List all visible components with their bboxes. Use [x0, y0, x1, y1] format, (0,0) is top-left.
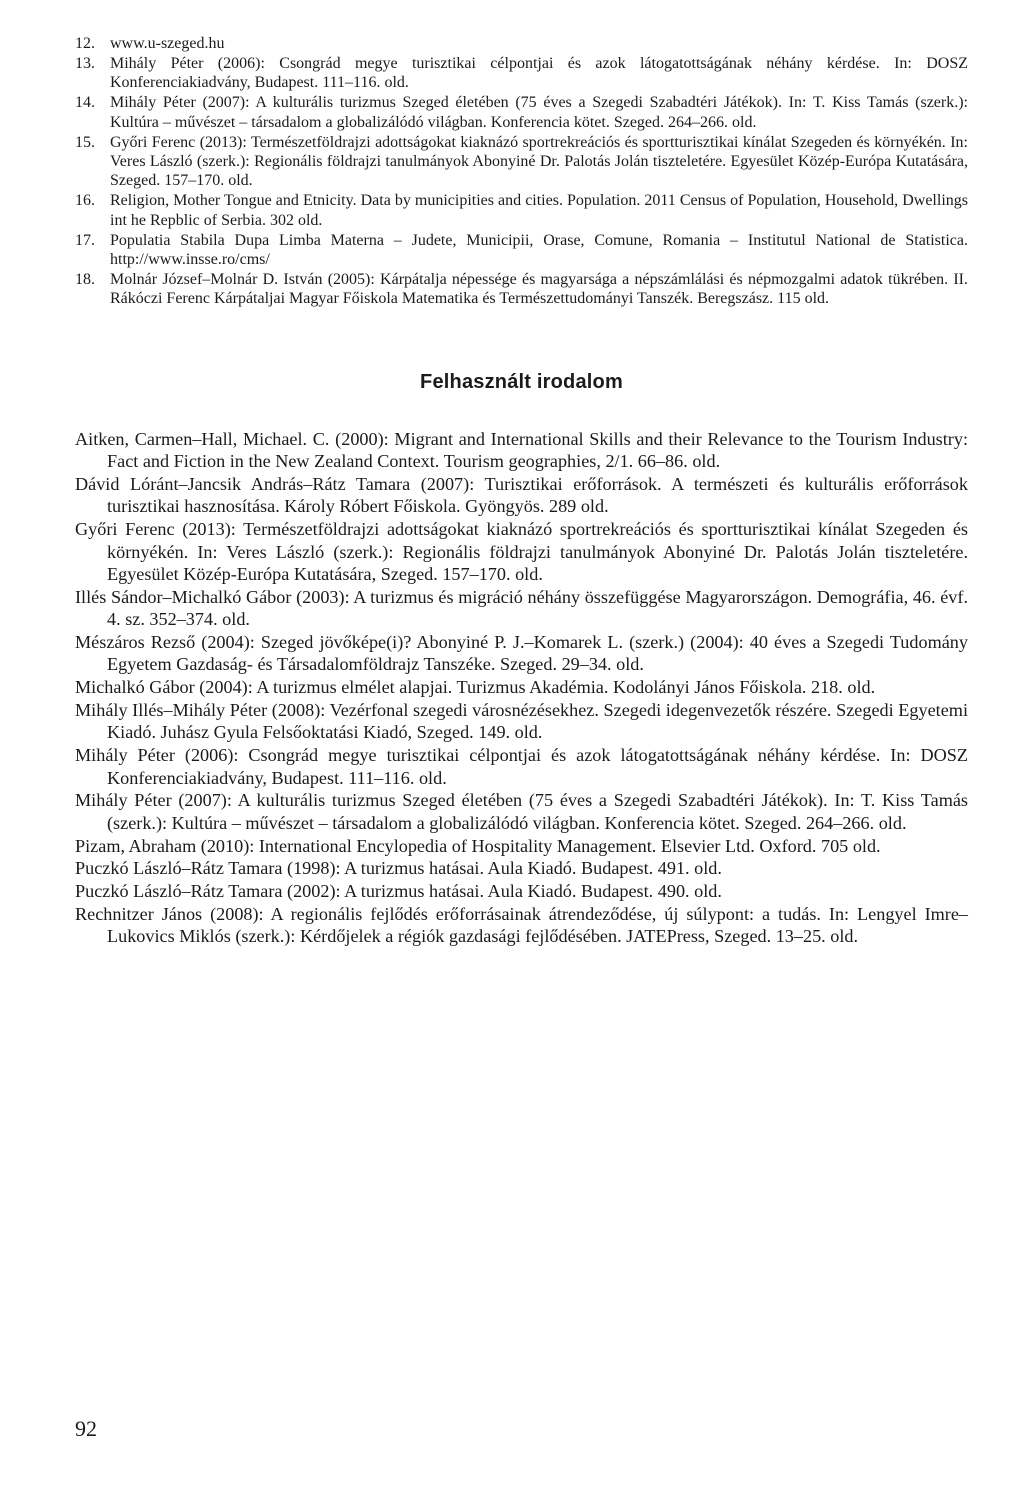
reference-item: Dávid Lóránt–Jancsik András–Rátz Tamara (2007): Turisztikai erőforrások. A természeti és kulturális erőforrások turisztikai hasznosítása. Károly Róbert Főiskola. Gyöngyös. 289 old. [75, 473, 968, 517]
reference-item: Mihály Illés–Mihály Péter (2008): Vezérfonal szegedi városnézésekhez. Szegedi idegenvezetők részére. Szegedi Egyetemi Kiadó. Juhász Gyula Felsőoktatási Kiadó, Szeged. 149. old. [75, 699, 968, 743]
reference-item: Michalkó Gábor (2004): A turizmus elmélet alapjai. Turizmus Akadémia. Kodolányi János Főiskola. 218. old. [75, 677, 876, 698]
reference-item: Rechnitzer János (2008): A regionális fejlődés erőforrásainak átrendeződése, új súlypont: a tudás. In: Lengyel Imre–Lukovics Miklós (szerk.): Kérdőjelek a régiók gazdasági fejlődésében. JATEPress, Szeged. 13–25. old. [75, 903, 968, 947]
reference-item: Puczkó László–Rátz Tamara (1998): A turizmus hatásai. Aula Kiadó. Budapest. 491. old. [75, 858, 722, 879]
reference-item: Pizam, Abraham (2010): International Encylopedia of Hospitality Management. Elsevier Ltd. Oxford. 705 old. [75, 835, 881, 856]
endnote-number: 18. [75, 270, 95, 288]
endnote-text: Molnár József–Molnár D. István (2005): Kárpátalja népessége és magyarsága a népszámlálási és népmozgalmi adatok tükrében. II. Rákóczi Ferenc Kárpátaljai Magyar Főiskola Matematika és Természettudományi Tanszék. Beregszász. 115 old. [110, 270, 968, 308]
reference-item: Puczkó László–Rátz Tamara (2002): A turizmus hatásai. Aula Kiadó. Budapest. 490. old. [75, 881, 722, 902]
endnote-item [75, 270, 968, 309]
endnote-item [75, 54, 968, 93]
endnote-number: 17. [75, 231, 95, 249]
endnote-number: 12. [75, 35, 95, 52]
endnote-text: Religion, Mother Tongue and Etnicity. Data by municipities and cities. Population. 2011 Census of Population, Household, Dwellings int he Repblic of Serbia. 302 old. [110, 192, 968, 229]
reference-item: Győri Ferenc (2013): Természetföldrajzi adottságokat kiaknázó sportrekreációs és sportturisztikai kínálat Szegeden és környékén. In: Veres László (szerk.): Regionális földrajzi tanulmányok Abonyiné Dr. Palotás Jolán tiszteletére. Egyesület Közép-Európa Kutatására, Szeged. 157–170. old. [75, 519, 968, 584]
reference-item: Aitken, Carmen–Hall, Michael. C. (2000): Migrant and International Skills and their Relevance to the Tourism Industry: Fact and Fiction in the New Zealand Context. Tourism geographies, 2/1. 66–86. old. [75, 428, 968, 472]
endnote-item [75, 191, 968, 230]
bibliography-list [75, 428, 968, 948]
endnote-number: 13. [75, 54, 95, 72]
endnotes-list [75, 34, 968, 309]
reference-item: Mihály Péter (2006): Csongrád megye turisztikai célpontjai és azok látogatottságának néhány kérdése. In: DOSZ Konferenciakiadvány, Budapest. 111–116. old. [75, 745, 968, 788]
reference-item: Mihály Péter (2007): A kulturális turizmus Szeged életében (75 éves a Szegedi Szabadtéri Játékok). In: T. Kiss Tamás (szerk.): Kultúra – művészet – társadalom a globalizálódó világban. Konferencia kötet. Szeged. 264–266. old. [75, 790, 968, 833]
endnote-text: www.u-szeged.hu [110, 35, 225, 52]
page-number: 92 [75, 1416, 97, 1441]
endnote-text: Mihály Péter (2006): Csongrád megye turisztikai célpontjai és azok látogatottságának néhány kérdése. In: DOSZ Konferenciakiadvány, Budapest. 111–116. old. [110, 54, 968, 92]
endnote-item [75, 34, 968, 53]
endnote-number: 16. [75, 192, 95, 210]
endnote-item [75, 231, 968, 270]
page-content [75, 34, 968, 948]
endnote-number: 14. [75, 94, 95, 112]
reference-item: Illés Sándor–Michalkó Gábor (2003): A turizmus és migráció néhány összefüggése Magyarországon. Demográfia, 46. évf. 4. sz. 352–374. old. [75, 586, 968, 630]
endnote-item [75, 93, 968, 132]
section-title: Felhasznált irodalom [420, 370, 623, 393]
endnote-text: Mihály Péter (2007): A kulturális turizmus Szeged életében (75 éves a Szegedi Szabadtéri Játékok). In: T. Kiss Tamás (szerk.): Kultúra – művészet – társadalom a globalizálódó világban. Konferencia kötet. Szeged. 264–266. old. [110, 94, 968, 131]
endnote-text: Győri Ferenc (2013): Természetföldrajzi adottságokat kiaknázó sportrekreációs és sportturisztikai kínálat Szegeden és környékén. In: Veres László (szerk.): Regionális földrajzi tanulmányok Abonyiné Dr. Palotás Jolán tiszteletére. Egyesület Közép-Európa Kutatására, Szeged. 157–170. old. [110, 133, 968, 190]
endnote-number: 15. [75, 133, 95, 151]
reference-item: Mészáros Rezső (2004): Szeged jövőképe(i)? Abonyiné P. J.–Komarek L. (szerk.) (2004): 40 éves a Szegedi Tudomány Egyetem Gazdaság- és Társadalomföldrajz Tanszéke. Szeged. 29–34. old. [75, 631, 968, 675]
endnote-item [75, 133, 968, 191]
endnote-text: Populatia Stabila Dupa Limba Materna – Judete, Municipii, Orase, Comune, Romania – Institutul National de Statistica. http://www.insse.ro/cms/ [110, 231, 968, 268]
